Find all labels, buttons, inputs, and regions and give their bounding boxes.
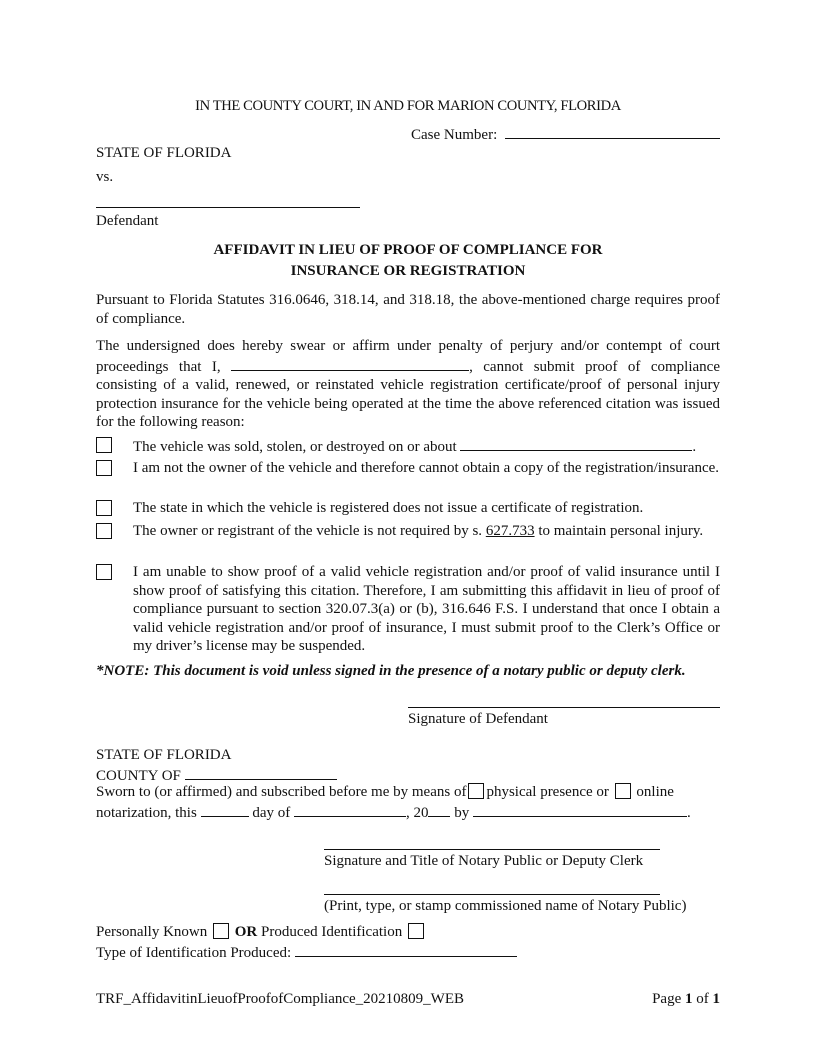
by-text: by bbox=[454, 805, 470, 821]
page-current: 1 bbox=[685, 991, 693, 1007]
reason-no-certificate-text: The state in which the vehicle is registered does not issue a certificate of registration. bbox=[133, 500, 644, 516]
reason-no-certificate-checkbox[interactable] bbox=[96, 500, 112, 516]
sold-date-blank[interactable] bbox=[460, 436, 692, 451]
reason-not-required-after: to maintain personal injury. bbox=[538, 523, 704, 539]
personally-known-label: Personally Known bbox=[96, 924, 208, 940]
reason-sold-text bbox=[133, 436, 720, 457]
notary-signature-line[interactable] bbox=[324, 849, 660, 850]
notary-name-label: (Print, type, or stamp commissioned name of Notary Public) bbox=[324, 898, 687, 914]
online-checkbox[interactable] bbox=[615, 783, 631, 799]
reason-not-required-text bbox=[133, 522, 720, 541]
year-prefix-text: , 20 bbox=[405, 805, 429, 821]
physical-presence-checkbox[interactable] bbox=[468, 783, 484, 799]
reason-not-required-checkbox[interactable] bbox=[96, 523, 112, 539]
sworn-line bbox=[96, 783, 674, 802]
title-line-1: AFFIDAVIT IN LIEU OF PROOF OF COMPLIANCE FOR bbox=[213, 242, 603, 258]
county-blank[interactable] bbox=[185, 765, 337, 780]
county-label: COUNTY OF bbox=[96, 768, 181, 784]
swear-text-after: , cannot submit proof of compliance consisting of a valid, renewed, or reinstated vehicle registration certificate/proof of personal injury protection insurance for the vehicle being operated at the time the above referenced citation was issued for the following reason: bbox=[96, 358, 720, 430]
reason-unable-checkbox[interactable] bbox=[96, 564, 112, 580]
produced-identification-label: Produced Identification bbox=[261, 924, 403, 940]
sworn-text: Sworn to (or affirmed) and subscribed before me by means of bbox=[96, 784, 467, 800]
id-type-field bbox=[96, 942, 517, 963]
case-number-label: Case Number: bbox=[411, 127, 498, 143]
footer-page-number bbox=[652, 990, 720, 1009]
notary-state: STATE OF FLORIDA bbox=[96, 747, 232, 763]
year-blank[interactable] bbox=[428, 802, 450, 817]
page-total: 1 bbox=[712, 991, 720, 1007]
footer-form-id: TRF_AffidavitinLieuofProofofCompliance_20210809_WEB bbox=[96, 991, 465, 1007]
court-header: IN THE COUNTY COURT, IN AND FOR MARION COUNTY, FLORIDA bbox=[195, 98, 621, 114]
personally-known-checkbox[interactable] bbox=[213, 923, 229, 939]
swear-text-before: The undersigned does hereby swear or affirm under penalty of perjury and/or contempt of court proceedings that I, bbox=[96, 338, 720, 375]
case-number-blank[interactable] bbox=[505, 124, 720, 139]
reason-sold-label: The vehicle was sold, stolen, or destroyed on or about bbox=[133, 439, 457, 455]
defendant-signature-line[interactable] bbox=[408, 707, 720, 708]
or-label: OR bbox=[234, 924, 258, 940]
page-of-label: of bbox=[696, 991, 709, 1007]
by-name-blank[interactable] bbox=[473, 802, 687, 817]
reason-unable-text: I am unable to show proof of a valid vehicle registration and/or proof of valid insurance until I show proof of satisfying this citation. Therefore, I am submitting this affidavit in lieu of proof of compliance pursuant to section 320.07.3(a) or (b), 316.646 F.S. I understand that once I obtain a valid vehicle registration and/or proof of insurance, I must submit proof to the Clerk’s Office or my driver’s license may be suspended. bbox=[133, 564, 720, 654]
defendant-name-line[interactable] bbox=[96, 207, 360, 208]
id-type-label: Type of Identification Produced: bbox=[96, 945, 292, 961]
online-label: online bbox=[636, 784, 674, 800]
reason-not-owner-text: I am not the owner of the vehicle and therefore cannot obtain a copy of the registration/insurance. bbox=[133, 460, 720, 476]
swear-paragraph bbox=[96, 337, 720, 432]
reason-sold-suffix: . bbox=[692, 439, 697, 455]
physical-presence-label: physical presence or bbox=[486, 784, 609, 800]
month-blank[interactable] bbox=[294, 802, 406, 817]
notarization-this-text: notarization, this bbox=[96, 805, 197, 821]
notary-notice: *NOTE: This document is void unless signed in the presence of a notary public or deputy clerk. bbox=[96, 663, 686, 679]
affiant-name-blank[interactable] bbox=[231, 356, 469, 371]
notary-name-line[interactable] bbox=[324, 894, 660, 895]
intro-paragraph: Pursuant to Florida Statutes 316.0646, 318.14, and 318.18, the above-mentioned charge requires proof of compliance. bbox=[96, 292, 720, 327]
title-line-2: INSURANCE OR REGISTRATION bbox=[290, 263, 526, 279]
id-type-blank[interactable] bbox=[295, 942, 517, 957]
defendant-label: Defendant bbox=[96, 213, 159, 229]
notarization-date-line bbox=[96, 802, 691, 823]
document-title bbox=[0, 240, 816, 282]
identification-line bbox=[96, 923, 426, 942]
produced-identification-checkbox[interactable] bbox=[408, 923, 424, 939]
vs-text: vs. bbox=[96, 169, 114, 185]
defendant-signature-label: Signature of Defendant bbox=[408, 711, 548, 727]
reason-not-required-before: The owner or registrant of the vehicle is not required by s. bbox=[133, 523, 483, 539]
day-blank[interactable] bbox=[201, 802, 249, 817]
page-label: Page bbox=[652, 991, 682, 1007]
period-text: . bbox=[686, 805, 691, 821]
reason-sold-checkbox[interactable] bbox=[96, 437, 112, 453]
reason-not-owner-checkbox[interactable] bbox=[96, 460, 112, 476]
state-caption: STATE OF FLORIDA bbox=[96, 145, 232, 161]
case-number-field bbox=[411, 124, 720, 145]
notary-signature-label: Signature and Title of Notary Public or Deputy Clerk bbox=[324, 853, 644, 869]
statute-627733-link[interactable]: 627.733 bbox=[485, 523, 535, 539]
day-of-text: day of bbox=[252, 805, 291, 821]
